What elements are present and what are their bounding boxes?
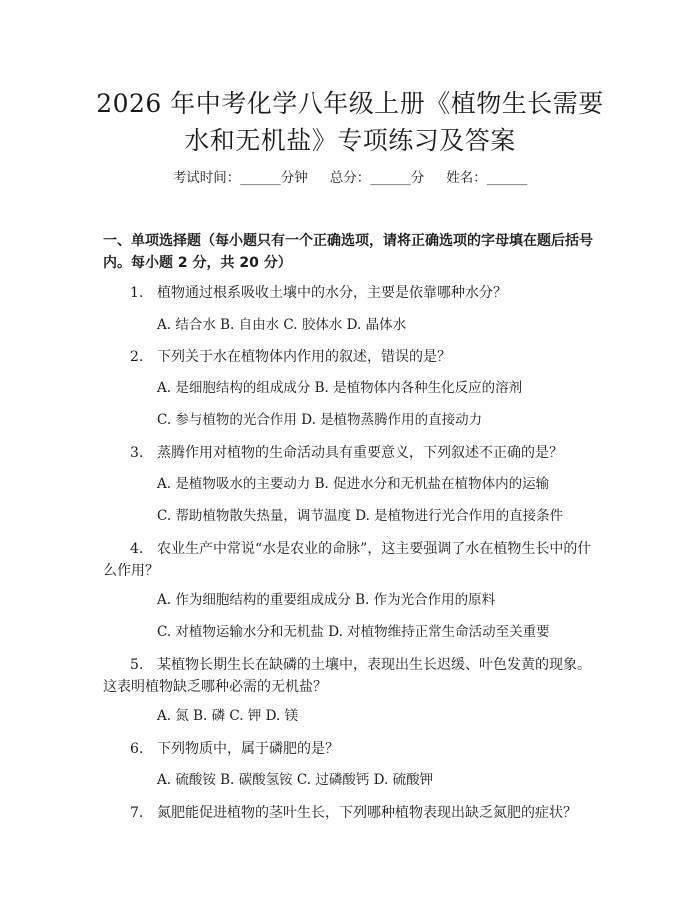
question-number: 6. [130, 741, 144, 757]
question-5 [103, 654, 603, 698]
question-6 [103, 738, 603, 760]
question-4-options-row-1: A. 作为细胞结构的重要组成成分 B. 作为光合作用的原料 [157, 592, 496, 608]
total-score-field: 总分：______分 [329, 170, 425, 186]
question-7 [103, 802, 603, 824]
question-text: 蒸腾作用对植物的生命活动具有重要意义，下列叙述不正确的是？ [157, 445, 563, 461]
question-2-options-row-2: C. 参与植物的光合作用 D. 是植物蒸腾作用的直接动力 [157, 412, 483, 428]
document-title-line-2: 水和无机盐》专项练习及答案 [184, 126, 516, 155]
question-3-options-row-1: A. 是植物吸水的主要动力 B. 促进水分和无机盐在植物体内的运输 [157, 476, 550, 492]
question-text: 农业生产中常说“水是农业的命脉”，这主要强调了水在植物生长中的什么作用？ [103, 541, 592, 579]
question-2 [103, 346, 603, 368]
name-field: 姓名：______ [446, 170, 528, 186]
question-3-options-row-2: C. 帮助植物散失热量，调节温度 D. 是植物进行光合作用的直接条件 [157, 508, 564, 524]
question-number: 7. [130, 805, 144, 821]
document-title-line-1: 2026 年中考化学八年级上册《植物生长需要 [96, 89, 604, 118]
question-1-options: A. 结合水 B. 自由水 C. 胶体水 D. 晶体水 [157, 317, 407, 333]
question-1 [103, 282, 603, 304]
question-2-options-row-1: A. 是细胞结构的组成成分 B. 是植物体内各种生化反应的溶剂 [157, 380, 523, 396]
exam-time-field: 考试时间：______分钟 [172, 170, 308, 186]
question-6-options: A. 硫酸铵 B. 碳酸氢铵 C. 过磷酸钙 D. 硫酸钾 [157, 772, 434, 788]
question-text: 氮肥能促进植物的茎叶生长，下列哪种植物表现出缺乏氮肥的症状？ [157, 805, 577, 821]
question-text: 某植物长期生长在缺磷的土壤中，表现出生长迟缓、叶色发黄的现象。这表明植物缺乏哪种必需的无机盐？ [103, 657, 591, 695]
section-1-heading: 一、单项选择题（每小题只有一个正确选项，请将正确选项的字母填在题后括号内。每小题 2 分，共 20 分） [103, 233, 593, 271]
question-number: 3. [130, 445, 144, 461]
question-number: 4. [130, 541, 144, 557]
question-number: 5. [130, 657, 144, 673]
question-text: 植物通过根系吸收土壤中的水分，主要是依靠哪种水分？ [157, 285, 507, 301]
question-3 [103, 442, 603, 464]
question-text: 下列关于水在植物体内作用的叙述，错误的是？ [157, 349, 451, 365]
question-4-options-row-2: C. 对植物运输水分和无机盐 D. 对植物维持正常生命活动至关重要 [157, 624, 550, 640]
question-number: 2. [130, 349, 144, 365]
exam-meta [0, 168, 700, 188]
question-number: 1. [130, 285, 144, 301]
question-text: 下列物质中，属于磷肥的是？ [157, 741, 339, 757]
question-5-options: A. 氮 B. 磷 C. 钾 D. 镁 [157, 708, 299, 724]
question-4 [103, 538, 603, 582]
